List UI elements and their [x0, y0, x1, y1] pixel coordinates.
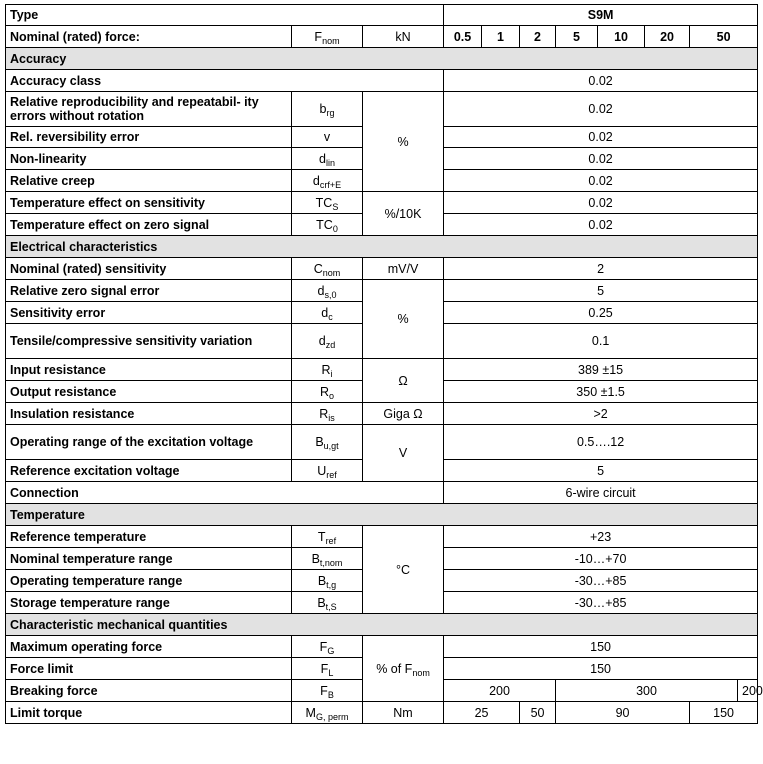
table-row: [6, 403, 758, 425]
section-title: Electrical characteristics: [6, 236, 758, 258]
row-label: Relative zero signal error: [6, 280, 292, 302]
row-label: Rel. reversibility error: [6, 127, 292, 148]
row-value: 350 ±1.5: [444, 381, 758, 403]
row-symbol: $C_{nom}$: [292, 258, 363, 280]
row-value: 150: [444, 658, 758, 680]
specification-table: [5, 4, 763, 724]
row-label: Operating range of the excitation voltage: [6, 425, 292, 460]
model-name: S9M: [444, 5, 758, 26]
row-value: 5: [444, 280, 758, 302]
row-label: Nominal (rated) sensitivity: [6, 258, 292, 280]
row-value: -10…+70: [444, 548, 758, 570]
row-symbol: $B_{t,nom}$: [292, 548, 363, 570]
row-symbol: $d_c$: [292, 302, 363, 324]
row-unit: Ω: [363, 359, 444, 403]
row-label: Force limit: [6, 658, 292, 680]
row-value: 50: [520, 702, 556, 724]
row-symbol: $F_L$: [292, 658, 363, 680]
row-label: Relative creep: [6, 170, 292, 192]
section-accuracy: [6, 48, 758, 70]
section-title: Temperature: [6, 504, 758, 526]
row-unit: °C: [363, 526, 444, 614]
row-value: 0.25: [444, 302, 758, 324]
section-mechanical: [6, 614, 758, 636]
table-row: [6, 280, 758, 302]
table-row: [6, 482, 758, 504]
row-label: Connection: [6, 482, 444, 504]
row-value: 389 ±15: [444, 359, 758, 381]
row-symbol: $B_{u,gt}$: [292, 425, 363, 460]
row-value: 0.5….12: [444, 425, 758, 460]
row-symbol: v: [292, 127, 363, 148]
row-value: -30…+85: [444, 592, 758, 614]
row-symbol: $B_{t,g}$: [292, 570, 363, 592]
row-label: Tensile/compressive sensitivity variation: [6, 324, 292, 359]
row-value: -30…+85: [444, 570, 758, 592]
nominal-force-row: [6, 26, 758, 48]
section-title: Characteristic mechanical quantities: [6, 614, 758, 636]
row-symbol: $TC_S$: [292, 192, 363, 214]
row-value: 2: [444, 258, 758, 280]
row-symbol: $d_{s,0}$: [292, 280, 363, 302]
row-label: Non-linearity: [6, 148, 292, 170]
table-row: [6, 70, 758, 92]
row-value: >2: [444, 403, 758, 425]
row-label: Nominal temperature range: [6, 548, 292, 570]
row-symbol: $d_{lin}$: [292, 148, 363, 170]
row-symbol: $B_{t,S}$: [292, 592, 363, 614]
row-value: 6-wire circuit: [444, 482, 758, 504]
row-value: 0.02: [444, 127, 758, 148]
row-value: 0.02: [444, 214, 758, 236]
row-label: Temperature effect on zero signal: [6, 214, 292, 236]
row-value: 0.02: [444, 92, 758, 127]
row-value: 90: [556, 702, 690, 724]
section-electrical: [6, 236, 758, 258]
row-unit: % of $F_{nom}$: [363, 636, 444, 702]
row-unit: %/10K: [363, 192, 444, 236]
row-value: 150: [690, 702, 758, 724]
row-label: Insulation resistance: [6, 403, 292, 425]
row-value: 200: [444, 680, 556, 702]
table-row: [6, 258, 758, 280]
capacity-cell: 5: [556, 26, 598, 48]
type-label: Type: [6, 5, 444, 26]
row-value: +23: [444, 526, 758, 548]
capacity-cell: 20: [645, 26, 690, 48]
row-label: Storage temperature range: [6, 592, 292, 614]
nominal-force-symbol: $F_{nom}$: [292, 26, 363, 48]
row-unit: mV/V: [363, 258, 444, 280]
table-row: [6, 636, 758, 658]
table-row: [6, 526, 758, 548]
capacity-cell: 50: [690, 26, 758, 48]
row-symbol: $F_B$: [292, 680, 363, 702]
table-row: [6, 359, 758, 381]
row-label: Breaking force: [6, 680, 292, 702]
row-unit: V: [363, 425, 444, 482]
table-row: [6, 702, 758, 724]
row-symbol: $TC_0$: [292, 214, 363, 236]
row-value: 0.1: [444, 324, 758, 359]
table-row: [6, 192, 758, 214]
row-symbol: $R_o$: [292, 381, 363, 403]
row-unit: Nm: [363, 702, 444, 724]
row-label: Temperature effect on sensitivity: [6, 192, 292, 214]
capacity-cell: 0.5: [444, 26, 482, 48]
row-unit: %: [363, 280, 444, 359]
table-row: [6, 425, 758, 460]
row-value: 0.02: [444, 148, 758, 170]
capacity-cell: 10: [598, 26, 645, 48]
row-label: Sensitivity error: [6, 302, 292, 324]
row-symbol: $U_{ref}$: [292, 460, 363, 482]
type-row: [6, 5, 758, 26]
row-value: 150: [444, 636, 758, 658]
row-unit: Giga Ω: [363, 403, 444, 425]
section-temperature: [6, 504, 758, 526]
row-symbol: $d_{crf+E}$: [292, 170, 363, 192]
row-symbol: $T_{ref}$: [292, 526, 363, 548]
row-unit: %: [363, 92, 444, 192]
row-label: Accuracy class: [6, 70, 444, 92]
row-value: 0.02: [444, 70, 758, 92]
row-value: 25: [444, 702, 520, 724]
row-label: Input resistance: [6, 359, 292, 381]
row-label: Relative reproducibility and repeatabil- ity errors without rotation: [6, 92, 292, 127]
row-symbol: $R_{is}$: [292, 403, 363, 425]
table-row: [6, 92, 758, 127]
nominal-force-label: Nominal (rated) force:: [6, 26, 292, 48]
row-label: Operating temperature range: [6, 570, 292, 592]
row-symbol: $d_{zd}$: [292, 324, 363, 359]
row-label: Output resistance: [6, 381, 292, 403]
row-value: 200: [738, 680, 758, 702]
row-value: 0.02: [444, 170, 758, 192]
row-symbol: $b_{rg}$: [292, 92, 363, 127]
capacity-cell: 2: [520, 26, 556, 48]
row-label: Reference temperature: [6, 526, 292, 548]
row-symbol: $F_G$: [292, 636, 363, 658]
row-value: 5: [444, 460, 758, 482]
section-title: Accuracy: [6, 48, 758, 70]
row-symbol: $M_{G, perm}$: [292, 702, 363, 724]
row-value: 300: [556, 680, 738, 702]
row-label: Reference excitation voltage: [6, 460, 292, 482]
capacity-cell: 1: [482, 26, 520, 48]
row-symbol: $R_i$: [292, 359, 363, 381]
row-value: 0.02: [444, 192, 758, 214]
row-label: Limit torque: [6, 702, 292, 724]
nominal-force-unit: kN: [363, 26, 444, 48]
row-label: Maximum operating force: [6, 636, 292, 658]
